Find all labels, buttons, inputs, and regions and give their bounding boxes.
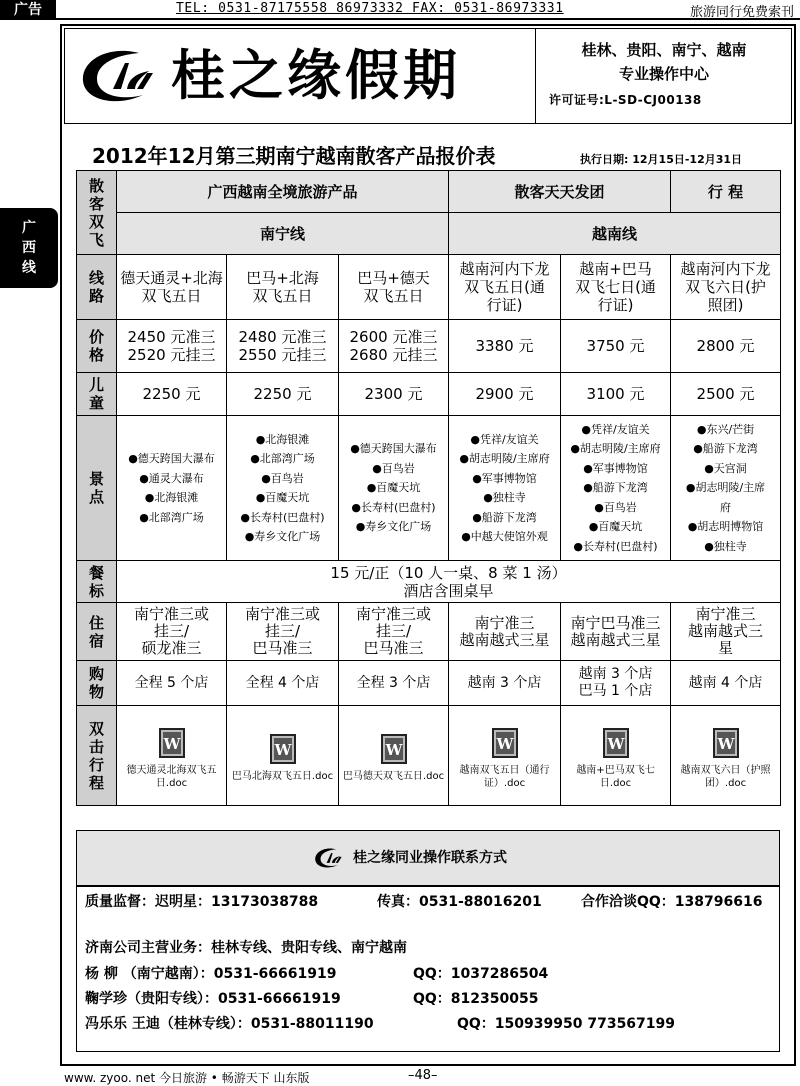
shopping-cell: 全程 3 个店 [339, 661, 449, 706]
price-cell: 2480 元准三 2550 元挂三 [227, 320, 339, 373]
doc-attachment[interactable] [227, 706, 339, 806]
price-cell: 2600 元准三 2680 元挂三 [339, 320, 449, 373]
svg-text:W: W [163, 734, 180, 753]
table-row [77, 706, 781, 806]
contact-title-bar [76, 830, 780, 886]
contact-box [76, 886, 780, 1052]
row-label-meal: 餐 标 [77, 561, 117, 603]
row-label-price: 价 格 [77, 320, 117, 373]
doc-attachment[interactable] [449, 706, 561, 806]
row-label-hotel: 住 宿 [77, 603, 117, 661]
corner-label: 散 客 双 飞 [77, 171, 117, 255]
staff-contact: 冯乐乐 王迪（桂林专线）：0531-88011190 [85, 1016, 374, 1032]
table-row [77, 661, 781, 706]
cooperation-qq: 合作洽谈QQ：138796616 [581, 894, 763, 910]
svg-text:W: W [496, 734, 513, 753]
route-cell: 巴马+北海 双飞五日 [227, 255, 339, 320]
header-itinerary: 行 程 [671, 171, 781, 213]
side-tab-char: 线 [22, 260, 36, 276]
index-tag: 旅游同行免费索刊 [689, 5, 794, 20]
word-doc-icon[interactable] [492, 728, 518, 758]
row-label-spots: 景 点 [77, 416, 117, 561]
svg-text:W: W [274, 741, 291, 759]
staff-contact: 杨 柳 （南宁越南）：0531-66661919 [85, 966, 337, 982]
doc-attachment[interactable] [339, 706, 449, 806]
table-row [77, 416, 781, 561]
svg-text:W: W [385, 741, 402, 759]
staff-contact: 鞠学珍（贵阳专线）：0531-66661919 [85, 991, 341, 1007]
doc-attachment[interactable] [561, 706, 671, 806]
header-departure: 散客天天发团 [449, 171, 671, 213]
row-label-route: 线 路 [77, 255, 117, 320]
brand-cities: 桂林、贵阳、南宁、越南 [581, 41, 747, 59]
child-price-cell: 2300 元 [339, 373, 449, 416]
side-tab-char: 广 [22, 220, 36, 236]
price-cell: 2800 元 [671, 320, 781, 373]
side-tab-char: 西 [22, 240, 36, 256]
footer-site: www. zyoo. net 今日旅游 • 畅游天下 山东版 [64, 1071, 310, 1085]
doc-filename[interactable]: 越南双飞五日（通行证）.doc [459, 764, 550, 789]
fax-number: 传真：0531-88016201 [377, 894, 542, 910]
price-cell: 3750 元 [561, 320, 671, 373]
route-cell: 越南河内下龙 双飞五日(通 行证) [449, 255, 561, 320]
doc-filename[interactable]: 德天通灵北海双飞五日.doc [126, 764, 217, 789]
doc-filename[interactable]: 越南双飞六日（护照团）.doc [680, 764, 771, 789]
word-doc-icon[interactable] [270, 734, 296, 764]
ad-tag: 广告 [0, 0, 56, 20]
child-price-cell: 2250 元 [227, 373, 339, 416]
staff-qq: QQ：812350055 [413, 991, 539, 1007]
word-doc-icon[interactable] [381, 734, 407, 764]
row-label-shopping: 购 物 [77, 661, 117, 706]
child-price-cell: 2900 元 [449, 373, 561, 416]
price-cell: 3380 元 [449, 320, 561, 373]
hotel-cell: 南宁准三或 挂三/ 硕龙准三 [117, 603, 227, 661]
spots-cell: ●凭祥/友谊关 ●胡志明陵/主席府 ●军事博物馆 ●船游下龙湾 ●百鸟岩 ●百魔天坑 ●长寿村(巴盘村) [561, 416, 671, 561]
svg-text:W: W [607, 734, 624, 753]
spots-cell: ●东兴/芒街 ●船游下龙湾 ●天宫洞 ●胡志明陵/主席 府 ●胡志明博物馆 ●独柱寺 [671, 416, 781, 561]
execution-date: 执行日期: 12月15日-12月31日 [580, 153, 743, 166]
brand-divider [535, 29, 536, 123]
meal-cell: 15 元/正（10 人一桌、8 菜 1 汤） 酒店含围桌早 [117, 561, 781, 603]
table-row [77, 373, 781, 416]
doc-filename[interactable]: 巴马北海双飞五日.doc [231, 771, 334, 782]
side-tab-guangxi [0, 208, 58, 288]
shopping-cell: 越南 3 个店 巴马 1 个店 [561, 661, 671, 706]
route-cell: 德天通灵+北海 双飞五日 [117, 255, 227, 320]
spots-cell: ●凭祥/友谊关 ●胡志明陵/主席府 ●军事博物馆 ●独柱寺 ●船游下龙湾 ●中越大使馆外观 [449, 416, 561, 561]
table-row [77, 561, 781, 603]
route-cell: 越南+巴马 双飞七日(通 行证) [561, 255, 671, 320]
brand-logo-icon [313, 845, 347, 871]
route-cell: 越南河内下龙 双飞六日(护 照团) [671, 255, 781, 320]
header-product-type: 广西越南全境旅游产品 [117, 171, 449, 213]
table-row [77, 320, 781, 373]
row-label-doc: 双 击 行 程 [77, 706, 117, 806]
brand-license: 许可证号:L-SD-CJ00138 [549, 93, 702, 107]
table-row [77, 255, 781, 320]
shopping-cell: 越南 4 个店 [671, 661, 781, 706]
brand-center: 专业操作中心 [618, 65, 709, 83]
top-contact-numbers: TEL: 0531-87175558 86973332 FAX: 0531-86973331 [176, 1, 564, 16]
top-bar [0, 0, 800, 20]
line-nanning: 南宁线 [117, 213, 449, 255]
brand-logo-icon [77, 43, 167, 109]
staff-qq: QQ：1037286504 [413, 966, 549, 982]
hotel-cell: 南宁准三 越南越式三星 [449, 603, 561, 661]
doc-attachment[interactable] [671, 706, 781, 806]
child-price-cell: 2500 元 [671, 373, 781, 416]
page-title: 2012年12月第三期南宁越南散客产品报价表 [92, 144, 496, 168]
brand-name: 桂之缘假期 [171, 43, 461, 107]
shopping-cell: 全程 5 个店 [117, 661, 227, 706]
table-row [77, 171, 781, 213]
hotel-cell: 南宁准三或 挂三/ 巴马准三 [339, 603, 449, 661]
word-doc-icon[interactable] [603, 728, 629, 758]
word-doc-icon[interactable] [713, 728, 739, 758]
doc-attachment[interactable] [117, 706, 227, 806]
main-business: 济南公司主营业务：桂林专线、贵阳专线、南宁越南 [85, 940, 407, 956]
svg-text:W: W [717, 734, 734, 753]
pricing-table [76, 170, 781, 806]
doc-filename[interactable]: 越南+巴马双飞七日.doc [576, 764, 655, 789]
line-vietnam: 越南线 [449, 213, 781, 255]
page-number: –48– [408, 1068, 438, 1083]
spots-cell: ●德天跨国大瀑布 ●百鸟岩 ●百魔天坑 ●长寿村(巴盘村) ●寿乡文化广场 [339, 416, 449, 561]
price-cell: 2450 元准三 2520 元挂三 [117, 320, 227, 373]
table-row [77, 603, 781, 661]
child-price-cell: 3100 元 [561, 373, 671, 416]
quality-supervisor: 质量监督：迟明星：13173038788 [85, 894, 319, 910]
child-price-cell: 2250 元 [117, 373, 227, 416]
hotel-cell: 南宁准三 越南越式三 星 [671, 603, 781, 661]
table-row [77, 213, 781, 255]
shopping-cell: 越南 3 个店 [449, 661, 561, 706]
route-cell: 巴马+德天 双飞五日 [339, 255, 449, 320]
doc-filename[interactable]: 巴马德天双飞五日.doc [342, 771, 445, 782]
spots-cell: ●德天跨国大瀑布 ●通灵大瀑布 ●北海银滩 ●北部湾广场 [117, 416, 227, 561]
hotel-cell: 南宁巴马准三 越南越式三星 [561, 603, 671, 661]
shopping-cell: 全程 4 个店 [227, 661, 339, 706]
brand-header [64, 28, 792, 124]
hotel-cell: 南宁准三或 挂三/ 巴马准三 [227, 603, 339, 661]
word-doc-icon[interactable] [159, 728, 185, 758]
staff-qq: QQ：150939950 773567199 [457, 1016, 676, 1032]
contact-title: 桂之缘同业操作联系方式 [353, 850, 507, 866]
row-label-child: 儿 童 [77, 373, 117, 416]
spots-cell: ●北海银滩 ●北部湾广场 ●百鸟岩 ●百魔天坑 ●长寿村(巴盘村) ●寿乡文化广场 [227, 416, 339, 561]
